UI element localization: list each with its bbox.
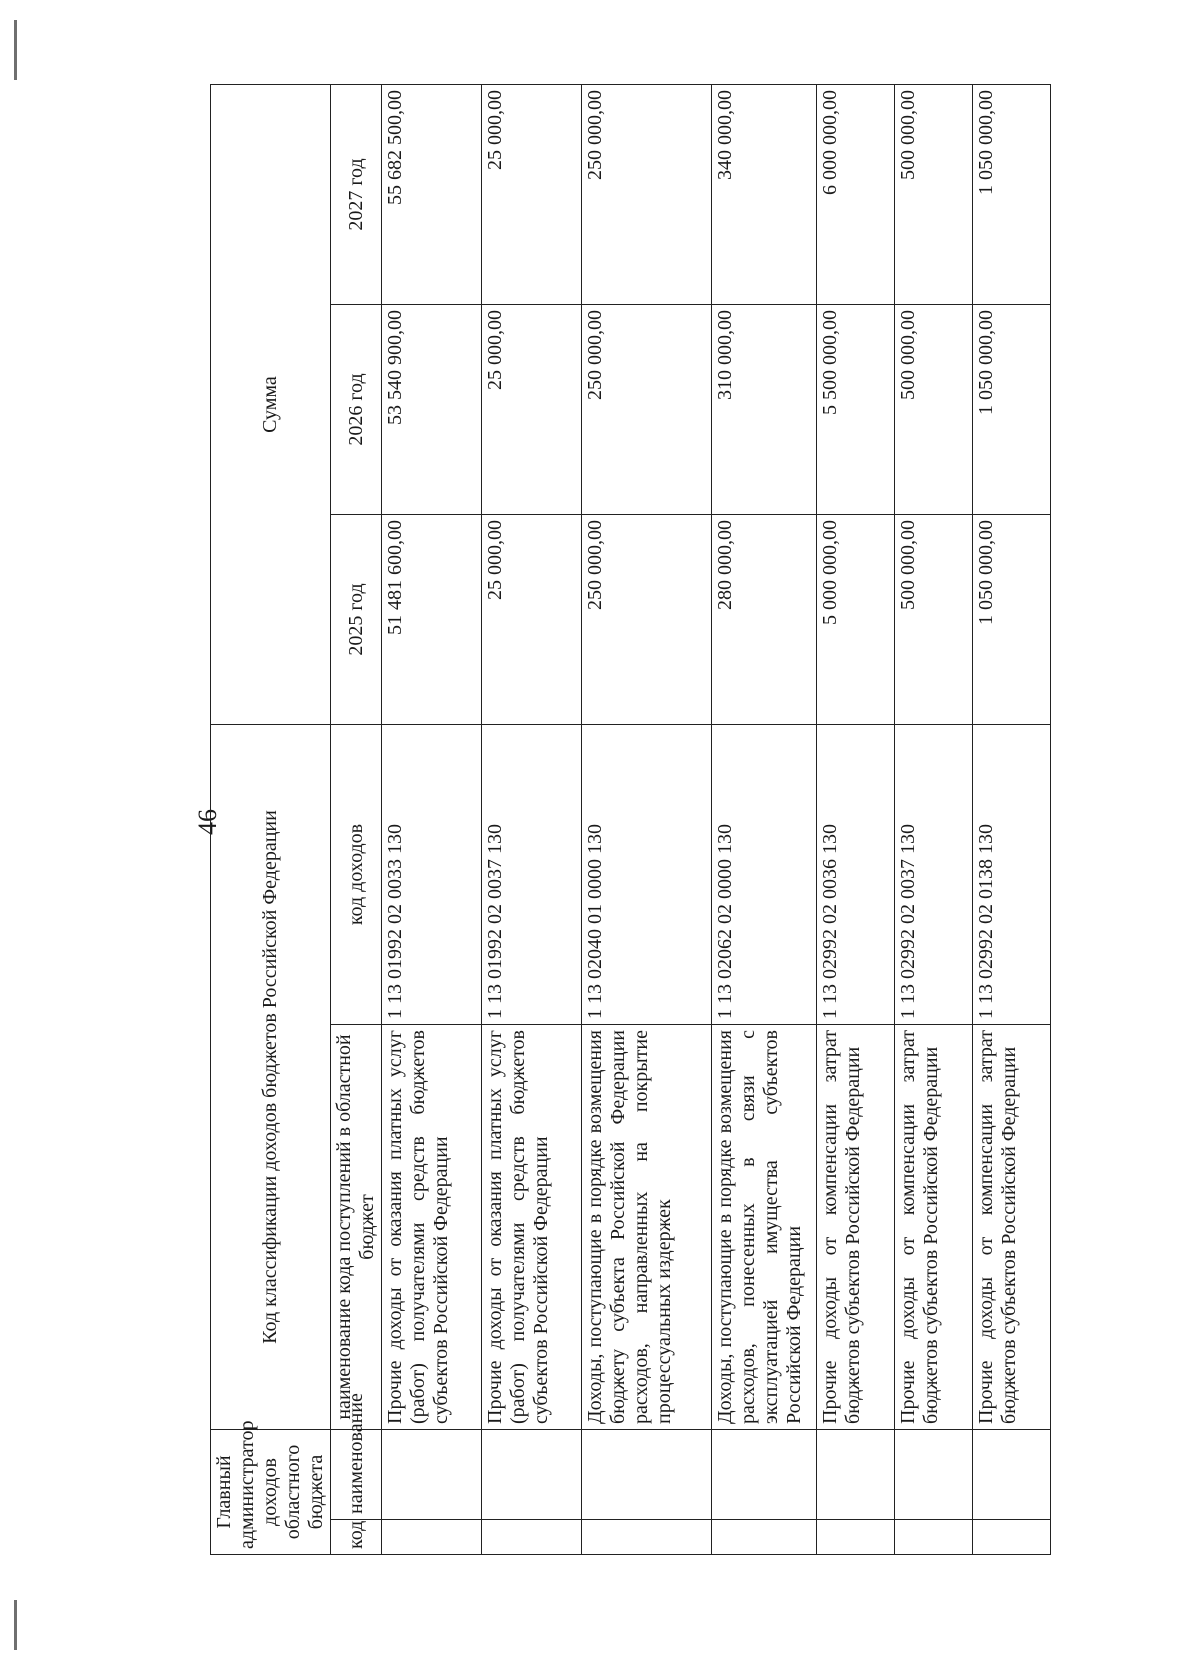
revenue-table: [210, 84, 1051, 1555]
income-name-cell: Прочие доходы от компенсации затрат бюджетов субъектов Российской Федерации: [817, 1025, 895, 1430]
scan-edge-mark: [14, 1600, 17, 1650]
admin-code-cell: [973, 1520, 1051, 1555]
sum-2027-cell: 1 050 000,00: [973, 85, 1051, 305]
sum-2025-cell: 1 050 000,00: [973, 515, 1051, 725]
scan-edge-mark: [14, 20, 17, 80]
admin-code-cell: [382, 1520, 482, 1555]
header-income-code: код доходов: [331, 725, 382, 1025]
header-row-1: [211, 85, 331, 1555]
income-code-cell: 1 13 01992 02 0033 130: [382, 725, 482, 1025]
table-row: [712, 85, 817, 1555]
sum-2026-cell: 53 540 900,00: [382, 305, 482, 515]
header-year-2027: 2027 год: [331, 85, 382, 305]
income-name-cell: Прочие доходы от компенсации затрат бюджетов субъектов Российской Федерации: [973, 1025, 1051, 1430]
sum-2027-cell: 55 682 500,00: [382, 85, 482, 305]
income-name-cell: Доходы, поступающие в порядке возмещения расходов, понесенных в связи с эксплуатацией имущества субъектов Российской Федерации: [712, 1025, 817, 1430]
sum-2026-cell: 5 500 000,00: [817, 305, 895, 515]
admin-name-cell: [582, 1430, 712, 1520]
sum-2025-cell: 51 481 600,00: [382, 515, 482, 725]
income-code-cell: 1 13 02992 02 0036 130: [817, 725, 895, 1025]
header-admin-group: Главный администратор доходов областного бюджета: [211, 1430, 331, 1555]
income-name-cell: Прочие доходы от оказания платных услуг (работ) получателями средств бюджетов субъектов Российской Федерации: [382, 1025, 482, 1430]
header-income-name: наименование кода поступлений в областной бюджет: [331, 1025, 382, 1430]
admin-name-cell: [973, 1430, 1051, 1520]
table-row: [382, 85, 482, 1555]
header-year-2026: 2026 год: [331, 305, 382, 515]
page-number: 46: [193, 809, 222, 835]
rotated-table-container: [210, 85, 1030, 1555]
table-row: [973, 85, 1051, 1555]
sum-2025-cell: 250 000,00: [582, 515, 712, 725]
sum-2026-cell: 25 000,00: [482, 305, 582, 515]
sum-2026-cell: 500 000,00: [895, 305, 973, 515]
table-row: [895, 85, 973, 1555]
income-code-cell: 1 13 02992 02 0037 130: [895, 725, 973, 1025]
sum-2027-cell: 340 000,00: [712, 85, 817, 305]
header-sum-group: Сумма: [211, 85, 331, 725]
income-name-cell: Доходы, поступающие в порядке возмещения бюджету субъекта Российской Федерации расходов, направленных на покрытие процессуальных издержек: [582, 1025, 712, 1430]
sum-2027-cell: 6 000 000,00: [817, 85, 895, 305]
admin-name-cell: [895, 1430, 973, 1520]
admin-code-cell: [482, 1520, 582, 1555]
sum-2026-cell: 250 000,00: [582, 305, 712, 515]
header-admin-code: код: [331, 1520, 382, 1555]
sum-2025-cell: 25 000,00: [482, 515, 582, 725]
sum-2027-cell: 250 000,00: [582, 85, 712, 305]
sum-2027-cell: 25 000,00: [482, 85, 582, 305]
admin-name-cell: [712, 1430, 817, 1520]
admin-code-cell: [712, 1520, 817, 1555]
income-name-cell: Прочие доходы от оказания платных услуг (работ) получателями средств бюджетов субъектов Российской Федерации: [482, 1025, 582, 1430]
sum-2025-cell: 500 000,00: [895, 515, 973, 725]
income-code-cell: 1 13 02040 01 0000 130: [582, 725, 712, 1025]
income-code-cell: 1 13 02992 02 0138 130: [973, 725, 1051, 1025]
sum-2027-cell: 500 000,00: [895, 85, 973, 305]
header-year-2025: 2025 год: [331, 515, 382, 725]
header-admin-name: наименование: [331, 1430, 382, 1520]
admin-name-cell: [382, 1430, 482, 1520]
admin-code-cell: [817, 1520, 895, 1555]
income-code-cell: 1 13 01992 02 0037 130: [482, 725, 582, 1025]
admin-name-cell: [482, 1430, 582, 1520]
table-row: [582, 85, 712, 1555]
admin-name-cell: [817, 1430, 895, 1520]
sum-2026-cell: 1 050 000,00: [973, 305, 1051, 515]
header-classification-group: Код классификации доходов бюджетов Российской Федерации: [211, 725, 331, 1430]
header-row-2: [331, 85, 382, 1555]
sum-2026-cell: 310 000,00: [712, 305, 817, 515]
table-row: [817, 85, 895, 1555]
admin-code-cell: [895, 1520, 973, 1555]
income-code-cell: 1 13 02062 02 0000 130: [712, 725, 817, 1025]
table-row: [482, 85, 582, 1555]
sum-2025-cell: 280 000,00: [712, 515, 817, 725]
income-name-cell: Прочие доходы от компенсации затрат бюджетов субъектов Российской Федерации: [895, 1025, 973, 1430]
sum-2025-cell: 5 000 000,00: [817, 515, 895, 725]
admin-code-cell: [582, 1520, 712, 1555]
